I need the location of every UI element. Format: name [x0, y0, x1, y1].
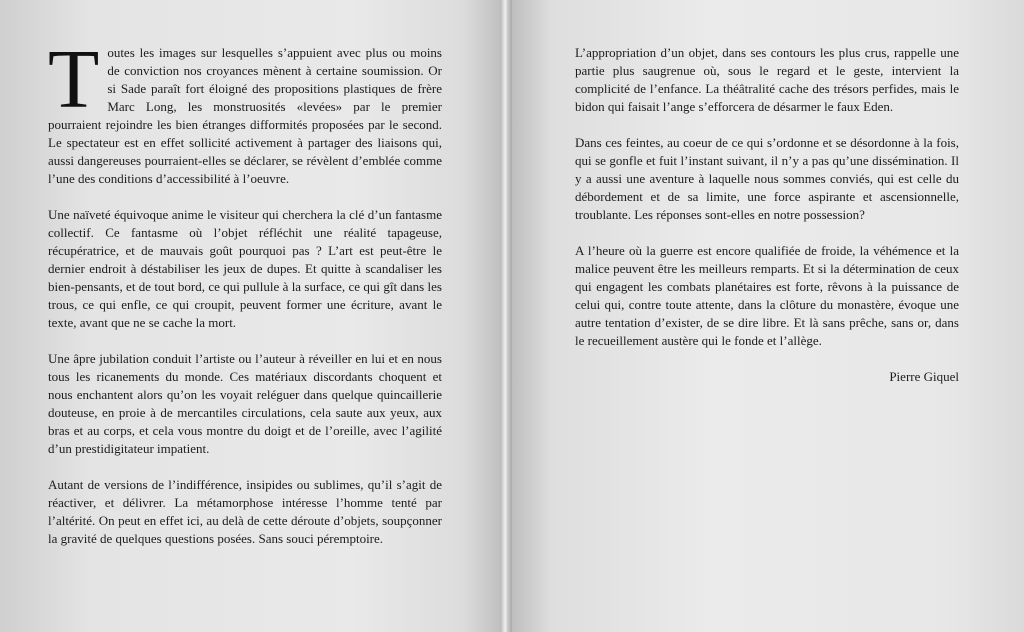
paragraph: L’appropriation d’un objet, dans ses contours les plus crus, rappelle une partie plus saugrenue où, sous le regard et le geste, intervient la complicité de l’enfance. La théâtralité cache des trésors perfides, mais le bidon qui faisait l’ange s’efforcera de désarmer le faux Eden.	[575, 45, 959, 114]
paragraph: A l’heure où la guerre est encore qualifiée de froide, la véhémence et la malice peuvent être les meilleurs remparts. Et si la détermination de ceux qui engagent les combats planétaires est forte, rêvons à la puissance de celui qui, contre toute attente, dans la clôture du monastère, évoque une autre tentation d’exister, de se dire libre. Et là sans prêche, sans or, dans le recueillement austère qui le fonde et l’allège.	[575, 243, 959, 348]
paragraph: Dans ces feintes, au coeur de ce qui s’ordonne et se désordonne à la fois, qui se gonfle et fuit l’instant suivant, il n’y a pas qu’une dissémination. Il y a aussi une aventure à laquelle nous sommes conviés, qui est celle du débordement et de sa limite, une force aspirante et ascensionnelle, troublante. Les réponses sont-elles en notre possession?	[575, 135, 959, 222]
paragraph: Une âpre jubilation conduit l’artiste ou l’auteur à réveiller en lui et en nous tous les ricanements du monde. Ces matériaux discordants choquent et nous enchantent alors qu’on les voyait reléguer dans quelque quincaillerie douteuse, en proie à de mercantiles circulations, cela saute aux yeux, aux bras et au corps, et cela vous montre du doigt et de l’oreille, avec l’agilité d’un prestidigitateur impatient.	[48, 351, 442, 456]
paragraph: Autant de versions de l’indifférence, insipides ou sublimes, qu’il s’agit de réactiver, et délivrer. La métamorphose intéresse l’homme tenté par l’altérité. On peut en effet ici, au delà de cette déroute d’objets, soupçonner la gravité de quelques questions posées. Sans souci péremptoire.	[48, 477, 442, 546]
left-page-text	[48, 33, 442, 566]
book-gutter	[500, 0, 512, 632]
paragraph-text: outes les images sur lesquelles s’appuient avec plus ou moins de conviction nos croyances mènent à certaine soumission. Or si Sade paraît fort éloigné des propositions plastiques de frère Marc Long, les monstruosités «levées» par le premier pourraient rejoindre les bien étranges difformités proposées par le second. Le spectateur est en effet sollicité activement à partager des liaisons qui, aussi dangereuses pourraient-elles se déclarer, se révèlent d’emblée comme l’une des conditions d’accessibilité à l’oeuvre.	[48, 45, 442, 186]
paragraph	[48, 33, 442, 188]
right-page-text	[575, 44, 959, 386]
drop-cap: T	[48, 33, 100, 126]
paragraph: Une naïveté équivoque anime le visiteur qui cherchera la clé d’un fantasme collectif. Ce fantasme où l’objet réfléchit une réalité tapageuse, récupératrice, et de mauvais goût pourquoi pas ? L’art est peut-être le dernier endroit à déstabiliser les jeux de dupes. Et quitte à scandaliser les bien-pensants, et de tout bord, ce qui pullule à la surface, ce qui gît dans les trous, ce qui enfle, ce qui croupit, peuvent former une écriture, avant le texte, avant que ne se cache la mort.	[48, 207, 442, 330]
author-signature: Pierre Giquel	[889, 369, 959, 384]
